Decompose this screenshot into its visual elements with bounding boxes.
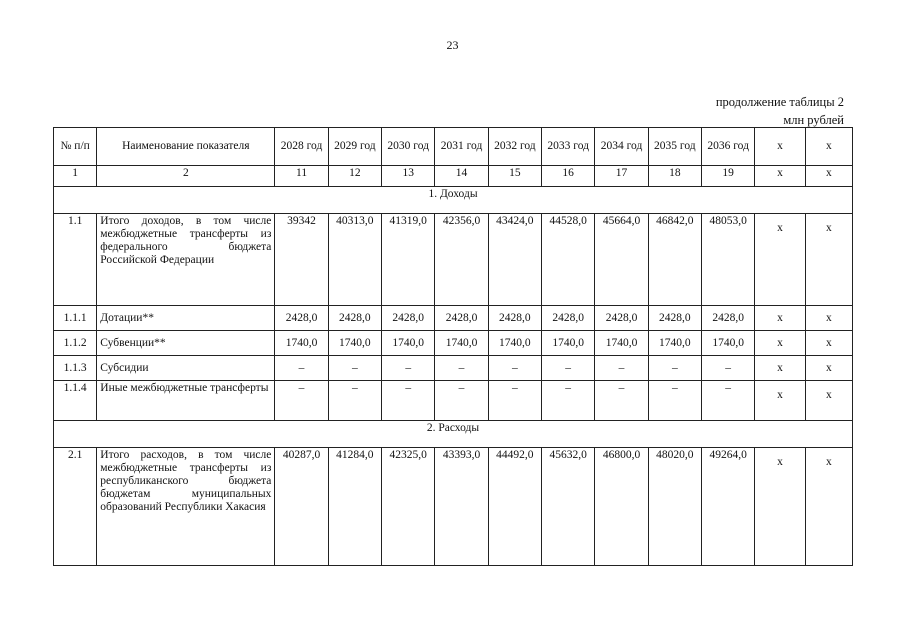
row-value: – — [488, 381, 541, 421]
column-index: 14 — [435, 166, 488, 187]
table-row — [54, 331, 853, 356]
row-value: 1740,0 — [648, 331, 701, 356]
row-num: 2.1 — [54, 448, 97, 566]
row-x: х — [805, 331, 852, 356]
row-value: 44492,0 — [488, 448, 541, 566]
row-value: 2428,0 — [328, 306, 381, 331]
row-value: 2428,0 — [488, 306, 541, 331]
row-value: 42325,0 — [382, 448, 435, 566]
table-row — [54, 448, 853, 566]
column-index: 15 — [488, 166, 541, 187]
column-index: 19 — [702, 166, 755, 187]
row-x: х — [805, 356, 852, 381]
row-value: 49264,0 — [702, 448, 755, 566]
table-row — [54, 214, 853, 306]
row-value: – — [595, 356, 648, 381]
header-num: № п/п — [54, 128, 97, 166]
row-value: – — [328, 381, 381, 421]
row-value: 1740,0 — [542, 331, 595, 356]
row-value: 1740,0 — [275, 331, 328, 356]
row-value: 41319,0 — [382, 214, 435, 306]
row-value: 2428,0 — [382, 306, 435, 331]
column-index: х — [805, 166, 852, 187]
row-value: 2428,0 — [648, 306, 701, 331]
row-x: х — [755, 381, 805, 421]
row-name: Дотации** — [97, 306, 275, 331]
column-index: 12 — [328, 166, 381, 187]
row-value: 1740,0 — [382, 331, 435, 356]
row-num: 1.1 — [54, 214, 97, 306]
row-value: 2428,0 — [702, 306, 755, 331]
row-value: 40313,0 — [328, 214, 381, 306]
row-value: 43424,0 — [488, 214, 541, 306]
column-index: х — [755, 166, 805, 187]
row-x: х — [755, 214, 805, 306]
header-year: 2032 год — [488, 128, 541, 166]
row-value: – — [648, 381, 701, 421]
row-value: – — [275, 356, 328, 381]
row-name: Иные межбюджетные трансферты — [97, 381, 275, 421]
column-index-row — [54, 166, 853, 187]
row-value: – — [435, 381, 488, 421]
row-x: х — [805, 306, 852, 331]
section-row-expenses — [54, 421, 853, 448]
budget-table — [53, 127, 853, 566]
row-value: 46842,0 — [648, 214, 701, 306]
column-index: 1 — [54, 166, 97, 187]
row-value: 41284,0 — [328, 448, 381, 566]
header-year: 2033 год — [542, 128, 595, 166]
row-value: 1740,0 — [488, 331, 541, 356]
row-value: 45632,0 — [542, 448, 595, 566]
row-value: – — [488, 356, 541, 381]
row-x: х — [805, 214, 852, 306]
row-num: 1.1.3 — [54, 356, 97, 381]
row-value: 42356,0 — [435, 214, 488, 306]
header-year: 2036 год — [702, 128, 755, 166]
row-value: 43393,0 — [435, 448, 488, 566]
row-value: 1740,0 — [702, 331, 755, 356]
header-name: Наименование показателя — [97, 128, 275, 166]
row-value: – — [702, 356, 755, 381]
table-row — [54, 306, 853, 331]
row-value: 1740,0 — [595, 331, 648, 356]
column-index: 18 — [648, 166, 701, 187]
row-value: 2428,0 — [595, 306, 648, 331]
section-row-income — [54, 187, 853, 214]
column-index: 11 — [275, 166, 328, 187]
row-value: 45664,0 — [595, 214, 648, 306]
row-value: 2428,0 — [542, 306, 595, 331]
header-year: 2031 год — [435, 128, 488, 166]
row-value: 2428,0 — [435, 306, 488, 331]
row-value: – — [328, 356, 381, 381]
table-continuation-caption: продолжение таблицы 2 — [715, 95, 844, 109]
table-row — [54, 381, 853, 421]
row-num: 1.1.1 — [54, 306, 97, 331]
row-value: – — [542, 381, 595, 421]
row-value: – — [702, 381, 755, 421]
row-num: 1.1.4 — [54, 381, 97, 421]
row-value: – — [595, 381, 648, 421]
column-index: 2 — [97, 166, 275, 187]
row-value: – — [648, 356, 701, 381]
row-num: 1.1.2 — [54, 331, 97, 356]
row-name: Субвенции** — [97, 331, 275, 356]
row-x: х — [755, 356, 805, 381]
row-value: – — [382, 356, 435, 381]
table-units-caption: млн рублей — [783, 113, 844, 127]
row-value: 1740,0 — [328, 331, 381, 356]
section-title-income: 1. Доходы — [54, 187, 853, 214]
page-number: 23 — [446, 38, 459, 52]
row-value: – — [542, 356, 595, 381]
header-year: 2029 год — [328, 128, 381, 166]
header-year: 2030 год — [382, 128, 435, 166]
row-value: 1740,0 — [435, 331, 488, 356]
row-x: х — [805, 381, 852, 421]
header-year: 2028 год — [275, 128, 328, 166]
row-value: 48053,0 — [702, 214, 755, 306]
header-year: 2034 год — [595, 128, 648, 166]
header-row — [54, 128, 853, 166]
column-index: 16 — [542, 166, 595, 187]
row-x: х — [755, 331, 805, 356]
row-x: х — [805, 448, 852, 566]
row-name: Субсидии — [97, 356, 275, 381]
section-title-expenses: 2. Расходы — [54, 421, 853, 448]
row-value: 46800,0 — [595, 448, 648, 566]
header-x: х — [755, 128, 805, 166]
row-value: 2428,0 — [275, 306, 328, 331]
row-value: 39342 — [275, 214, 328, 306]
header-x: х — [805, 128, 852, 166]
row-value: – — [275, 381, 328, 421]
row-value: – — [435, 356, 488, 381]
row-value: – — [382, 381, 435, 421]
row-value: 48020,0 — [648, 448, 701, 566]
column-index: 17 — [595, 166, 648, 187]
row-x: х — [755, 448, 805, 566]
column-index: 13 — [382, 166, 435, 187]
row-name: Итого доходов, в том числе межбюджетные трансферты из федерального бюджета Российской Федерации — [97, 214, 275, 306]
table-row — [54, 356, 853, 381]
row-value: 40287,0 — [275, 448, 328, 566]
row-x: х — [755, 306, 805, 331]
row-value: 44528,0 — [542, 214, 595, 306]
header-year: 2035 год — [648, 128, 701, 166]
row-name: Итого расходов, в том числе межбюджетные трансферты из республиканского бюджета бюджетам муниципальных образований Республики Хакасия — [97, 448, 275, 566]
